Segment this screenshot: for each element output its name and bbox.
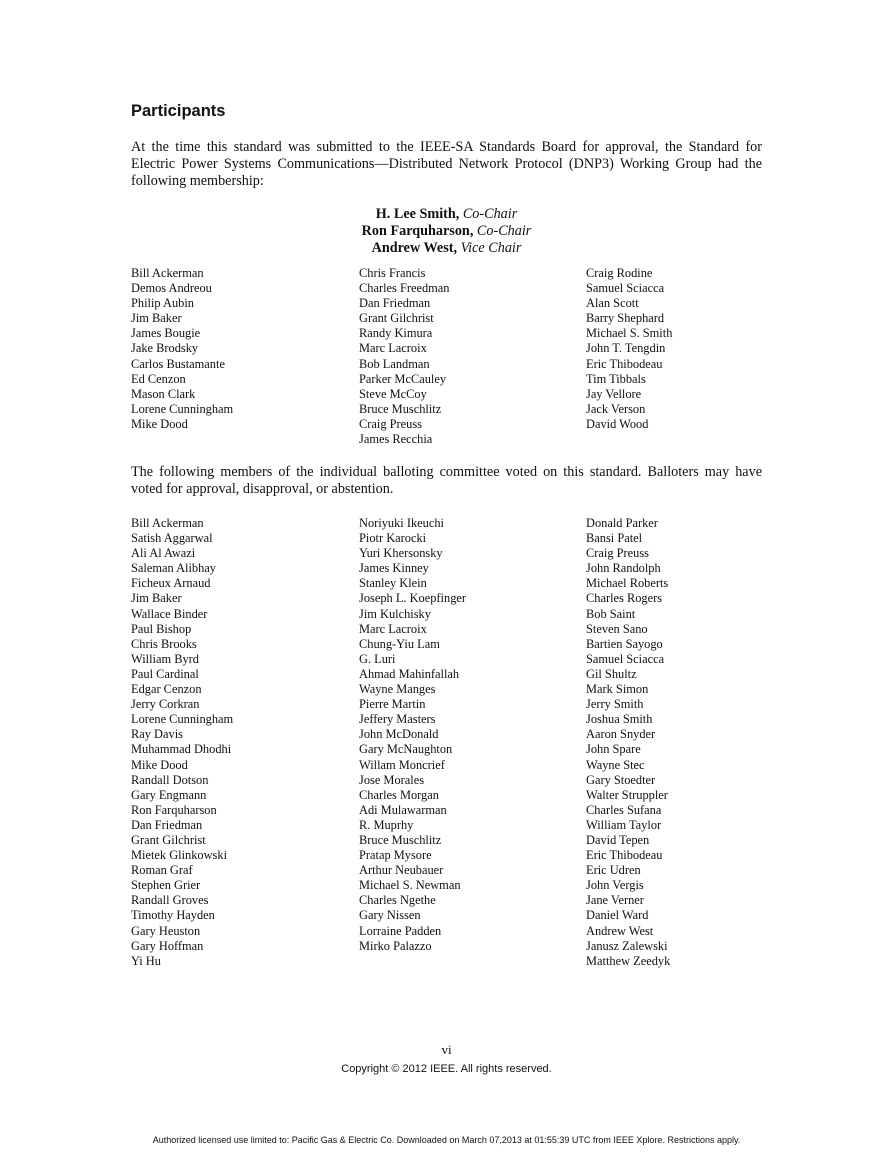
member-name: Jim Kulchisky (359, 606, 431, 621)
member-name: John Randolph (586, 561, 661, 576)
member-name: Paul Bishop (131, 621, 192, 636)
member-name: Saleman Alibhay (131, 561, 216, 576)
section-heading: Participants (131, 102, 226, 120)
member-name: Willam Moncrief (359, 757, 445, 772)
member-name: Randall Dotson (131, 772, 209, 787)
copyright-notice: Copyright © 2012 IEEE. All rights reserved. (341, 1063, 552, 1075)
member-name: Michael S. Newman (359, 878, 461, 893)
member-name: Ali Al Awazi (131, 546, 196, 561)
member-name: Gary Heuston (131, 923, 201, 938)
member-name: Charles Freedman (359, 281, 450, 296)
member-name: Ahmad Mahinfallah (359, 666, 460, 681)
member-name: Mirko Palazzo (359, 938, 432, 953)
member-name: Bruce Muschlitz (359, 832, 442, 847)
member-name: Dan Friedman (131, 817, 203, 832)
member-name: Adi Mulawarman (359, 802, 447, 817)
member-name: Jose Morales (359, 772, 425, 787)
member-name: R. Muprhy (359, 817, 414, 832)
member-name: Pierre Martin (359, 697, 426, 712)
member-name: Chung-Yiu Lam (359, 636, 440, 651)
member-name: John Spare (586, 742, 641, 757)
member-name: Wallace Binder (131, 606, 208, 621)
member-name: Samuel Sciacca (586, 281, 665, 296)
officers-block (131, 206, 762, 257)
member-name: Lorraine Padden (359, 923, 442, 938)
member-column (586, 266, 786, 432)
member-name: Jim Baker (131, 311, 182, 326)
member-name: Andrew West (586, 923, 654, 938)
member-name: Ray Davis (131, 727, 183, 742)
member-name: Walter Struppler (586, 787, 668, 802)
member-name: Joseph L. Koepfinger (359, 591, 467, 606)
member-name: Charles Sufana (586, 802, 662, 817)
officer-line (131, 240, 762, 257)
member-name: Edgar Cenzon (131, 682, 202, 697)
member-name: Bartien Sayogo (586, 636, 663, 651)
member-name: Noriyuki Ikeuchi (359, 516, 444, 530)
member-name: Parker McCauley (359, 371, 447, 386)
member-name: Samuel Sciacca (586, 651, 665, 666)
member-name: Charles Ngethe (359, 893, 436, 908)
balloter-column (131, 516, 331, 969)
member-name: John Vergis (586, 878, 644, 893)
member-name: James Bougie (131, 326, 201, 341)
member-name: Jack Verson (586, 401, 646, 416)
member-name: Bob Saint (586, 606, 636, 621)
member-name: Stephen Grier (131, 878, 201, 893)
member-name: David Tepen (586, 832, 650, 847)
member-name: Jay Vellore (586, 386, 642, 401)
member-name: Eric Udren (586, 863, 641, 878)
member-name: John McDonald (359, 727, 439, 742)
member-name: Barry Shephard (586, 311, 665, 326)
member-name: Matthew Zeedyk (586, 953, 671, 968)
member-name: Mike Dood (131, 757, 188, 772)
member-name: Steve McCoy (359, 386, 427, 401)
officer-name: Ron Farquharson, (361, 223, 474, 239)
member-name: Bob Landman (359, 356, 430, 371)
member-name: Bill Ackerman (131, 266, 204, 280)
member-name: Eric Thibodeau (586, 848, 663, 863)
officer-role: Co-Chair (476, 223, 532, 239)
member-name: Donald Parker (586, 516, 658, 530)
member-name: Daniel Ward (586, 908, 649, 923)
member-name: Ficheux Arnaud (131, 576, 211, 591)
member-name: Satish Aggarwal (131, 531, 213, 546)
member-name: Michael S. Smith (586, 326, 673, 341)
member-name: James Kinney (359, 561, 429, 576)
member-name: Grant Gilchrist (131, 832, 206, 847)
member-name: Gary Nissen (359, 908, 421, 923)
member-name: Bansi Patel (586, 531, 643, 546)
page-number: vi (441, 1042, 452, 1057)
member-name: Charles Rogers (586, 591, 663, 606)
balloter-column (586, 516, 786, 969)
member-name: Randy Kimura (359, 326, 433, 341)
officer-role: Co-Chair (462, 206, 518, 222)
working-group-intro: At the time this standard was submitted to the IEEE-SA Standards Board for approval, the Standard for Electric Power Systems Communications—Distributed Network Protocol (DNP3) Working Group had the following membership: (131, 139, 762, 189)
member-name: Gary Engmann (131, 787, 207, 802)
member-name: Demos Andreou (131, 281, 212, 296)
member-name: Craig Preuss (586, 546, 649, 561)
member-name: Craig Preuss (359, 416, 422, 431)
member-name: Gary Stoedter (586, 772, 656, 787)
member-name: Aaron Snyder (586, 727, 656, 742)
member-column (359, 266, 559, 447)
member-name: Mike Dood (131, 416, 188, 431)
member-name: Mason Clark (131, 386, 196, 401)
member-name: Ed Cenzon (131, 371, 186, 386)
member-name: Yi Hu (131, 953, 161, 968)
member-name: Ron Farquharson (131, 802, 217, 817)
member-name: Wayne Manges (359, 682, 436, 697)
member-name: Gary McNaughton (359, 742, 453, 757)
member-name: William Byrd (131, 651, 199, 666)
member-name: Craig Rodine (586, 266, 653, 280)
member-name: Grant Gilchrist (359, 311, 434, 326)
officer-line (131, 223, 762, 240)
officer-name: H. Lee Smith, (375, 206, 460, 222)
balloting-intro: The following members of the individual balloting committee voted on this standard. Balloters may have voted for approval, disapproval, or abstention. (131, 464, 762, 497)
member-name: David Wood (586, 416, 649, 431)
member-name: James Recchia (359, 432, 433, 447)
member-name: Roman Graf (131, 863, 193, 878)
member-name: Carlos Bustamante (131, 356, 225, 371)
member-name: Muhammad Dhodhi (131, 742, 232, 757)
member-name: Dan Friedman (359, 296, 431, 311)
member-name: Marc Lacroix (359, 621, 427, 636)
member-name: Philip Aubin (131, 296, 194, 311)
member-name: Charles Morgan (359, 787, 439, 802)
member-name: Pratap Mysore (359, 848, 432, 863)
member-name: G. Luri (359, 651, 396, 666)
member-name: Janusz Zalewski (586, 938, 668, 953)
member-name: Timothy Hayden (131, 908, 215, 923)
license-notice: Authorized licensed use limited to: Pacific Gas & Electric Co. Downloaded on March 07,2013 at 01:55:39 UTC from IEEE Xplore. Restrictions apply. (152, 1135, 741, 1145)
member-name: William Taylor (586, 817, 662, 832)
member-name: John T. Tengdin (586, 341, 666, 356)
member-name: Paul Cardinal (131, 666, 199, 681)
member-name: Wayne Stec (586, 757, 645, 772)
member-name: Jim Baker (131, 591, 182, 606)
member-name: Jane Verner (586, 893, 644, 908)
member-name: Stanley Klein (359, 576, 427, 591)
member-name: Arthur Neubauer (359, 863, 444, 878)
member-name: Jeffery Masters (359, 712, 436, 727)
member-name: Lorene Cunningham (131, 712, 234, 727)
member-name: Marc Lacroix (359, 341, 427, 356)
member-name: Michael Roberts (586, 576, 669, 591)
balloter-column (359, 516, 559, 954)
member-name: Gary Hoffman (131, 938, 204, 953)
member-name: Joshua Smith (586, 712, 653, 727)
member-name: Mark Simon (586, 682, 649, 697)
member-name: Chris Brooks (131, 636, 197, 651)
member-name: Bruce Muschlitz (359, 401, 442, 416)
officer-line (131, 206, 762, 223)
officer-role: Vice Chair (460, 240, 522, 256)
member-name: Jake Brodsky (131, 341, 199, 356)
member-name: Randall Groves (131, 893, 209, 908)
member-name: Steven Sano (586, 621, 648, 636)
officer-name: Andrew West, (371, 240, 458, 256)
member-name: Jerry Smith (586, 697, 644, 712)
member-name: Yuri Khersonsky (359, 546, 443, 561)
member-name: Piotr Karocki (359, 531, 427, 546)
member-name: Eric Thibodeau (586, 356, 663, 371)
member-name: Bill Ackerman (131, 516, 204, 530)
member-name: Chris Francis (359, 266, 426, 280)
member-name: Tim Tibbals (586, 371, 646, 386)
member-column (131, 266, 331, 432)
member-name: Lorene Cunningham (131, 401, 234, 416)
member-name: Gil Shultz (586, 666, 637, 681)
member-name: Alan Scott (586, 296, 639, 311)
member-name: Jerry Corkran (131, 697, 200, 712)
member-name: Mietek Glinkowski (131, 848, 228, 863)
